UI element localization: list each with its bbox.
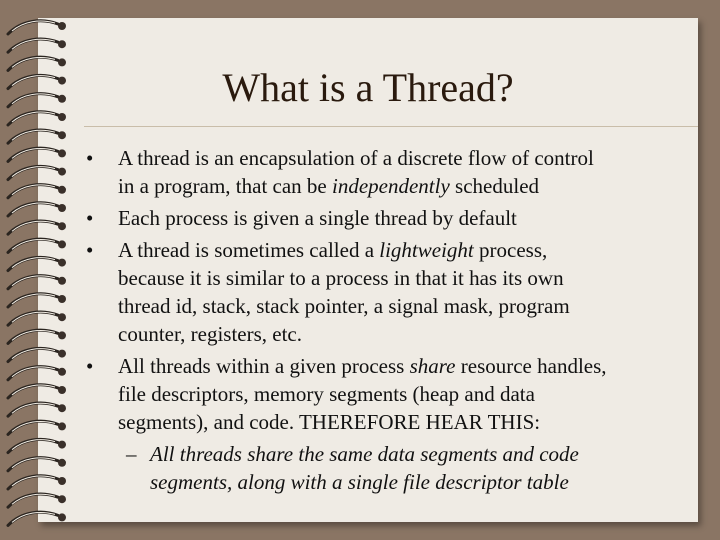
bullet-line bbox=[118, 172, 698, 200]
binding-coil bbox=[8, 21, 66, 34]
bullet-line bbox=[118, 292, 698, 320]
bullet-list bbox=[86, 144, 698, 436]
bullet-text: because it is similar to a process in that it has its own bbox=[118, 266, 564, 290]
bullet-text: thread id, stack, stack pointer, a signal mask, program bbox=[118, 294, 570, 318]
dash-marker: – bbox=[126, 442, 137, 466]
emphasis-text: lightweight bbox=[379, 238, 474, 262]
binding-coil bbox=[8, 439, 66, 452]
binding-coil bbox=[8, 166, 66, 179]
binding-coil bbox=[8, 512, 66, 525]
bullet-text: scheduled bbox=[449, 174, 540, 198]
binding-coil bbox=[8, 367, 66, 380]
binding-coil bbox=[8, 385, 66, 398]
bullet-text: process, bbox=[473, 238, 548, 262]
binding-coil bbox=[8, 57, 66, 70]
bullet-text: file descriptors, memory segments (heap and data bbox=[118, 382, 535, 406]
sub-bullet bbox=[86, 440, 698, 496]
emphasis-text: share bbox=[409, 354, 456, 378]
emphasis-text: independently bbox=[332, 174, 450, 198]
bullet-item bbox=[86, 204, 698, 232]
binding-coil bbox=[8, 112, 66, 125]
binding-coil bbox=[8, 294, 66, 307]
bullet-text: All threads within a given process bbox=[118, 354, 410, 378]
binding-coil bbox=[8, 185, 66, 198]
bullet-line bbox=[118, 204, 698, 232]
binding-coil bbox=[8, 348, 66, 361]
binding-coil bbox=[8, 403, 66, 416]
bullet-item bbox=[86, 352, 698, 436]
slide bbox=[38, 18, 698, 522]
binding-coil bbox=[8, 494, 66, 507]
binding-coil bbox=[8, 130, 66, 143]
binding-coil bbox=[8, 239, 66, 252]
bullet-item bbox=[86, 144, 698, 200]
bullet-text: A thread is sometimes called a bbox=[118, 238, 380, 262]
bullet-marker: • bbox=[86, 146, 94, 170]
bullet-line bbox=[118, 236, 698, 264]
binding-coil bbox=[8, 94, 66, 107]
bullet-line bbox=[118, 380, 698, 408]
bullet-text: counter, registers, etc. bbox=[118, 322, 302, 346]
binding-coil bbox=[8, 330, 66, 343]
slide-body bbox=[86, 144, 698, 496]
binding-coil bbox=[8, 312, 66, 325]
binding-coil bbox=[8, 39, 66, 52]
bullet-text: Each process is given a single thread by default bbox=[118, 206, 517, 230]
sub-bullet-line: segments, along with a single file descriptor table bbox=[150, 470, 569, 494]
slide-title: What is a Thread? bbox=[222, 65, 514, 110]
bullet-line bbox=[118, 408, 698, 436]
bullet-line bbox=[118, 144, 698, 172]
binding-coil bbox=[8, 276, 66, 289]
bullet-text: resource handles, bbox=[455, 354, 607, 378]
binding-coil bbox=[8, 476, 66, 489]
bullet-line bbox=[118, 320, 698, 348]
binding-coil bbox=[8, 75, 66, 88]
binding-coil bbox=[8, 203, 66, 216]
sub-bullet-line: All threads share the same data segments and code bbox=[150, 442, 579, 466]
bullet-line bbox=[118, 352, 698, 380]
bullet-marker: • bbox=[86, 206, 94, 230]
bullet-marker: • bbox=[86, 238, 94, 262]
binding-coil bbox=[8, 458, 66, 471]
binding-coil bbox=[8, 257, 66, 270]
binding-coil bbox=[8, 421, 66, 434]
bullet-marker: • bbox=[86, 354, 94, 378]
bullet-text: A thread is an encapsulation of a discrete flow of control bbox=[118, 146, 594, 170]
bullet-item bbox=[86, 236, 698, 348]
bullet-line bbox=[118, 264, 698, 292]
binding-coil bbox=[8, 148, 66, 161]
bullet-text: in a program, that can be bbox=[118, 174, 332, 198]
spiral-binding bbox=[0, 0, 90, 540]
title-divider bbox=[84, 126, 698, 127]
binding-coil bbox=[8, 221, 66, 234]
bullet-text: segments), and code. THEREFORE HEAR THIS: bbox=[118, 410, 541, 434]
